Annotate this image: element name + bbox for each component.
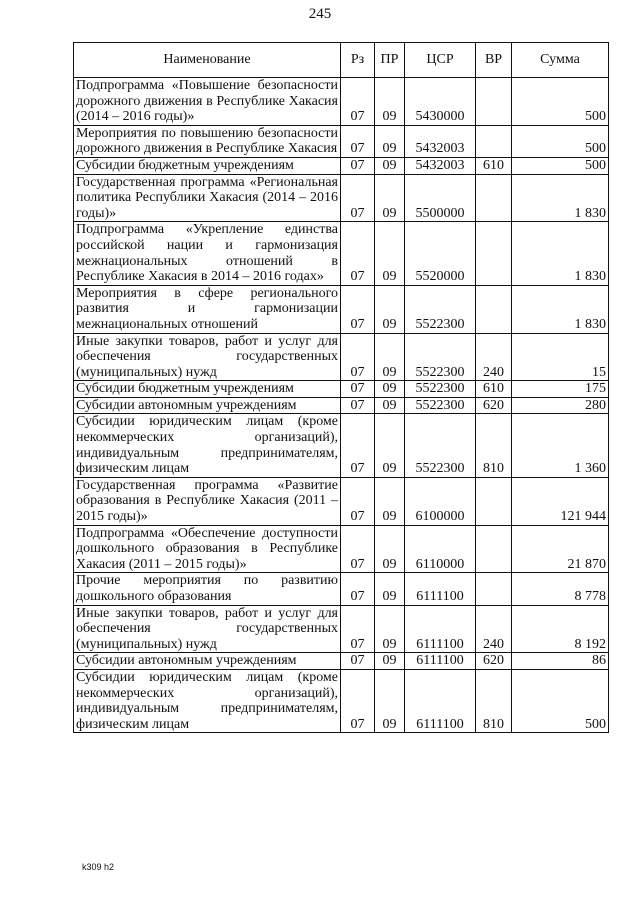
cell-csr: 6100000 xyxy=(405,477,476,525)
cell-name: Субсидии бюджетным учреждениям xyxy=(74,381,341,398)
table-row xyxy=(74,285,609,333)
cell-pr: 09 xyxy=(375,573,405,605)
cell-csr: 6111100 xyxy=(405,669,476,732)
cell-vr xyxy=(476,573,512,605)
cell-csr: 6111100 xyxy=(405,653,476,670)
table-row xyxy=(74,653,609,670)
cell-vr xyxy=(476,477,512,525)
cell-vr: 610 xyxy=(476,381,512,398)
cell-csr: 5522300 xyxy=(405,414,476,477)
table-row xyxy=(74,125,609,157)
cell-rz: 07 xyxy=(341,157,375,174)
cell-sum: 500 xyxy=(512,78,609,126)
cell-vr xyxy=(476,174,512,222)
cell-sum: 8 778 xyxy=(512,573,609,605)
cell-vr: 620 xyxy=(476,653,512,670)
cell-csr: 5522300 xyxy=(405,381,476,398)
cell-pr: 09 xyxy=(375,157,405,174)
table-row xyxy=(74,222,609,285)
table-row xyxy=(74,157,609,174)
cell-name: Субсидии бюджетным учреждениям xyxy=(74,157,341,174)
cell-rz: 07 xyxy=(341,525,375,573)
cell-name: Подпрограмма «Повышение безопасности дорожного движения в Республике Хакасия (2014 – 2016 годы)» xyxy=(74,78,341,126)
cell-rz: 07 xyxy=(341,333,375,381)
cell-vr: 240 xyxy=(476,605,512,653)
cell-sum: 500 xyxy=(512,125,609,157)
cell-pr: 09 xyxy=(375,414,405,477)
cell-sum: 500 xyxy=(512,157,609,174)
cell-sum: 15 xyxy=(512,333,609,381)
cell-rz: 07 xyxy=(341,381,375,398)
cell-csr: 5522300 xyxy=(405,397,476,414)
table-row xyxy=(74,525,609,573)
footer-code: k309 h2 xyxy=(82,862,115,872)
cell-vr xyxy=(476,222,512,285)
cell-pr: 09 xyxy=(375,381,405,398)
cell-csr: 5522300 xyxy=(405,333,476,381)
header-rz: Рз xyxy=(341,43,375,78)
cell-sum: 1 830 xyxy=(512,222,609,285)
cell-name: Мероприятия по повышению безопасности дорожного движения в Республике Хакасия xyxy=(74,125,341,157)
cell-rz: 07 xyxy=(341,414,375,477)
cell-pr: 09 xyxy=(375,222,405,285)
cell-pr: 09 xyxy=(375,605,405,653)
cell-pr: 09 xyxy=(375,669,405,732)
cell-sum: 86 xyxy=(512,653,609,670)
cell-csr: 5522300 xyxy=(405,285,476,333)
cell-rz: 07 xyxy=(341,477,375,525)
cell-name: Государственная программа «Развитие образования в Республике Хакасия (2011 – 2015 годы)» xyxy=(74,477,341,525)
cell-vr xyxy=(476,78,512,126)
table-row xyxy=(74,414,609,477)
table-header-row xyxy=(74,43,609,78)
cell-vr: 620 xyxy=(476,397,512,414)
header-name: Наименование xyxy=(74,43,341,78)
cell-sum: 121 944 xyxy=(512,477,609,525)
table-row xyxy=(74,78,609,126)
cell-rz: 07 xyxy=(341,573,375,605)
budget-table xyxy=(73,42,609,733)
page-number: 245 xyxy=(308,6,332,22)
cell-name: Подпрограмма «Укрепление единства российской нации и гармонизация межнациональных отношений в Республике Хакасия в 2014 – 2016 годах» xyxy=(74,222,341,285)
table-row xyxy=(74,333,609,381)
table-row xyxy=(74,573,609,605)
cell-rz: 07 xyxy=(341,78,375,126)
cell-sum: 8 192 xyxy=(512,605,609,653)
cell-sum: 1 830 xyxy=(512,174,609,222)
cell-rz: 07 xyxy=(341,605,375,653)
cell-csr: 5520000 xyxy=(405,222,476,285)
cell-pr: 09 xyxy=(375,285,405,333)
cell-csr: 5430000 xyxy=(405,78,476,126)
cell-csr: 5500000 xyxy=(405,174,476,222)
cell-name: Прочие мероприятия по развитию дошкольного образования xyxy=(74,573,341,605)
table-row xyxy=(74,174,609,222)
cell-pr: 09 xyxy=(375,477,405,525)
cell-name: Субсидии автономным учреждениям xyxy=(74,397,341,414)
cell-csr: 6111100 xyxy=(405,573,476,605)
cell-csr: 6111100 xyxy=(405,605,476,653)
cell-sum: 1 830 xyxy=(512,285,609,333)
cell-pr: 09 xyxy=(375,653,405,670)
cell-vr xyxy=(476,525,512,573)
header-sum: Сумма xyxy=(512,43,609,78)
cell-pr: 09 xyxy=(375,174,405,222)
cell-sum: 500 xyxy=(512,669,609,732)
cell-vr: 810 xyxy=(476,669,512,732)
header-pr: ПР xyxy=(375,43,405,78)
cell-pr: 09 xyxy=(375,333,405,381)
cell-csr: 6110000 xyxy=(405,525,476,573)
cell-name: Субсидии юридическим лицам (кроме некоммерческих организаций), индивидуальным предпринимателям, физическим лицам xyxy=(74,669,341,732)
table-row xyxy=(74,669,609,732)
cell-vr xyxy=(476,285,512,333)
cell-csr: 5432003 xyxy=(405,157,476,174)
cell-name: Подпрограмма «Обеспечение доступности дошкольного образования в Республике Хакасия (2011 – 2015 годы)» xyxy=(74,525,341,573)
cell-rz: 07 xyxy=(341,222,375,285)
cell-rz: 07 xyxy=(341,285,375,333)
cell-name: Субсидии юридическим лицам (кроме некоммерческих организаций), индивидуальным предпринимателям, физическим лицам xyxy=(74,414,341,477)
header-csr: ЦСР xyxy=(405,43,476,78)
cell-sum: 21 870 xyxy=(512,525,609,573)
cell-pr: 09 xyxy=(375,125,405,157)
cell-pr: 09 xyxy=(375,525,405,573)
cell-name: Иные закупки товаров, работ и услуг для обеспечения государственных (муниципальных) нужд xyxy=(74,333,341,381)
header-vr: ВР xyxy=(476,43,512,78)
cell-name: Иные закупки товаров, работ и услуг для обеспечения государственных (муниципальных) нужд xyxy=(74,605,341,653)
cell-sum: 175 xyxy=(512,381,609,398)
table-row xyxy=(74,605,609,653)
cell-pr: 09 xyxy=(375,78,405,126)
table-row xyxy=(74,381,609,398)
cell-sum: 1 360 xyxy=(512,414,609,477)
cell-rz: 07 xyxy=(341,653,375,670)
cell-name: Мероприятия в сфере регионального развития и гармонизации межнациональных отношений xyxy=(74,285,341,333)
cell-name: Субсидии автономным учреждениям xyxy=(74,653,341,670)
cell-rz: 07 xyxy=(341,174,375,222)
cell-sum: 280 xyxy=(512,397,609,414)
cell-vr: 610 xyxy=(476,157,512,174)
cell-csr: 5432003 xyxy=(405,125,476,157)
cell-vr: 810 xyxy=(476,414,512,477)
cell-vr xyxy=(476,125,512,157)
cell-name: Государственная программа «Региональная политика Республики Хакасия (2014 – 2016 годы)» xyxy=(74,174,341,222)
cell-pr: 09 xyxy=(375,397,405,414)
table-body xyxy=(74,78,609,733)
cell-rz: 07 xyxy=(341,669,375,732)
cell-rz: 07 xyxy=(341,397,375,414)
cell-rz: 07 xyxy=(341,125,375,157)
table-row xyxy=(74,397,609,414)
cell-vr: 240 xyxy=(476,333,512,381)
table-row xyxy=(74,477,609,525)
